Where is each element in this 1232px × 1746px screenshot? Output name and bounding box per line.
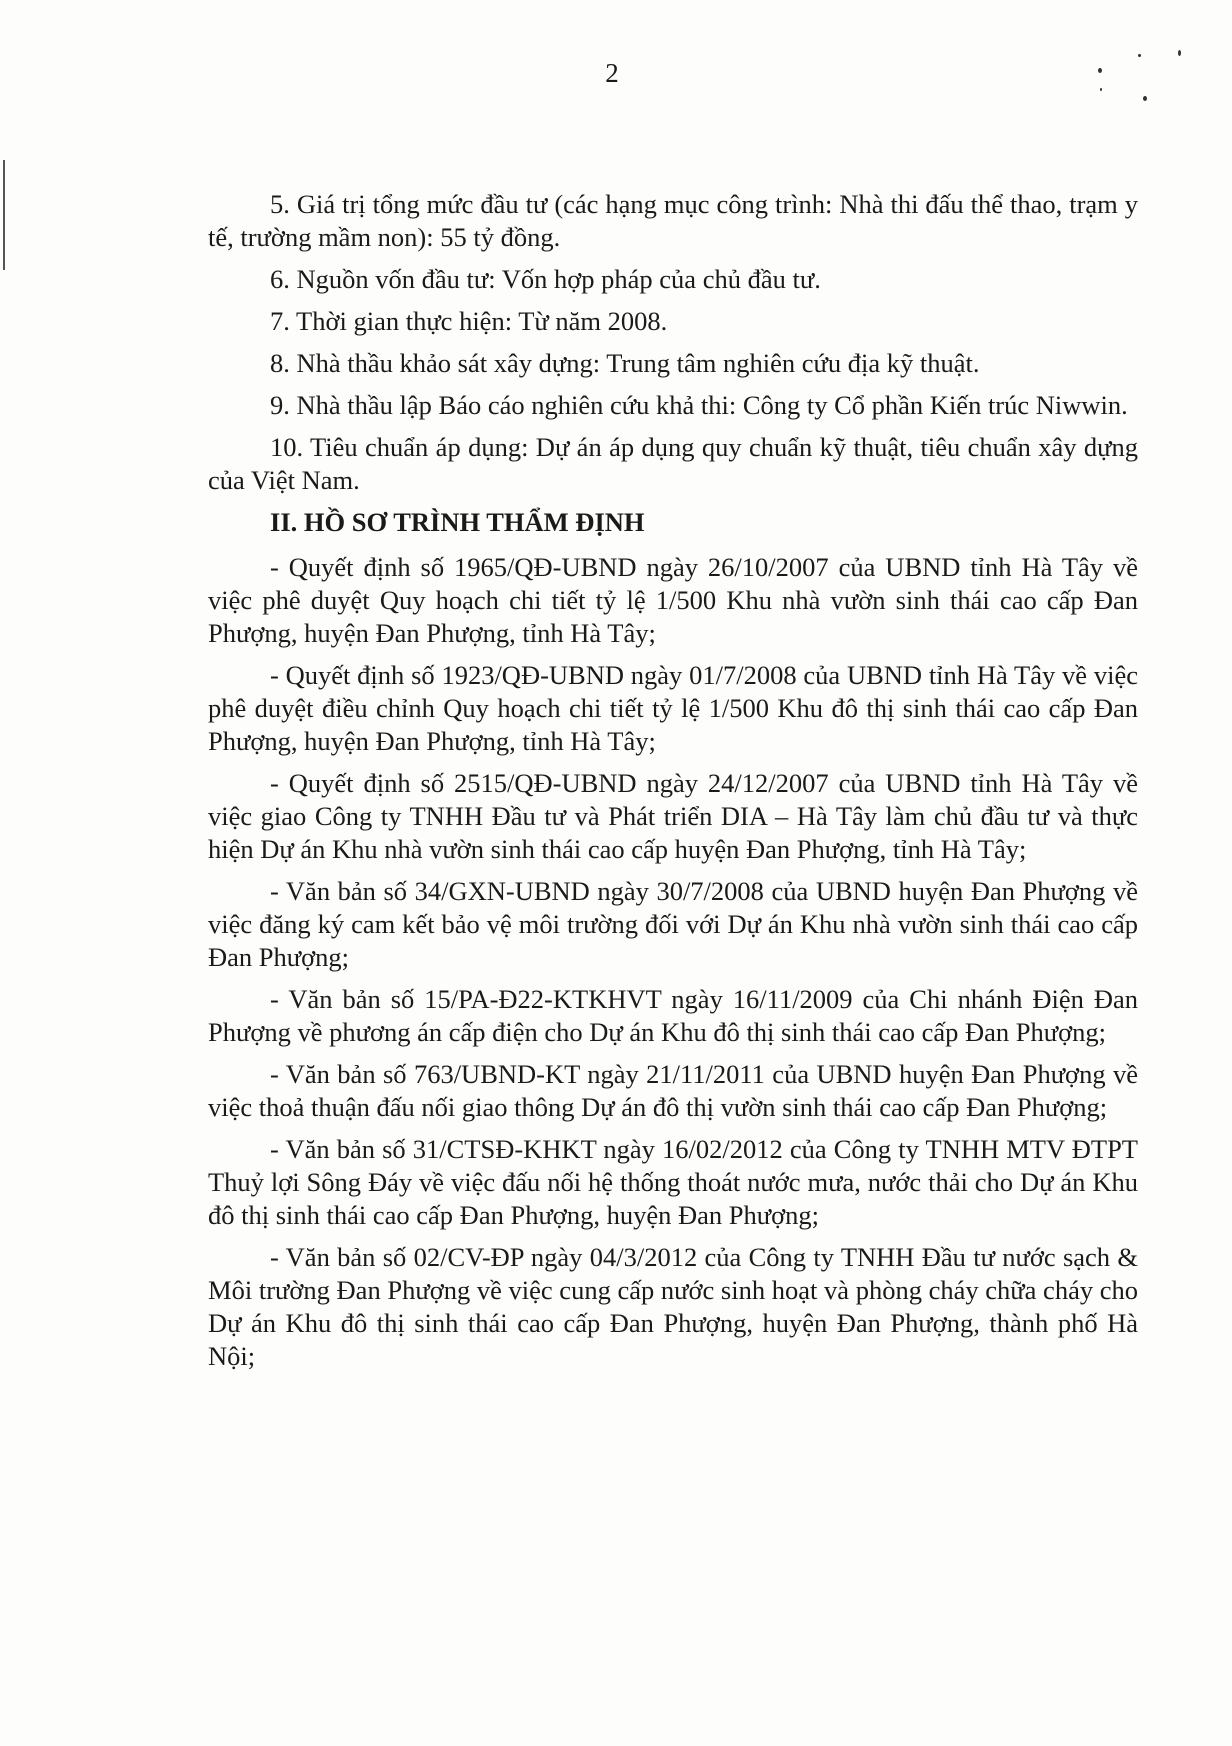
document-entry: - Quyết định số 2515/QĐ-UBND ngày 24/12/2007 của UBND tỉnh Hà Tây về việc giao Công ty TNHH Đầu tư và Phát triển DIA – Hà Tây làm chủ đầu tư và thực hiện Dự án Khu nhà vườn sinh thái cao cấp huyện Đan Phượng, tỉnh Hà Tây; xyxy=(208,768,1138,864)
document-body xyxy=(208,188,1138,1382)
item-7: 7. Thời gian thực hiện: Từ năm 2008. xyxy=(270,306,668,336)
item-9: 9. Nhà thầu lập Báo cáo nghiên cứu khả thi: Công ty Cổ phần Kiến trúc Niwwin. xyxy=(270,390,1128,420)
scan-speck xyxy=(1143,96,1147,101)
section-heading: II. HỒ SƠ TRÌNH THẨM ĐỊNH xyxy=(270,507,645,537)
item-8: 8. Nhà thầu khảo sát xây dựng: Trung tâm nghiên cứu địa kỹ thuật. xyxy=(270,348,980,378)
page-number: 2 xyxy=(605,58,619,88)
document-entry: - Quyết định số 1965/QĐ-UBND ngày 26/10/2007 của UBND tỉnh Hà Tây về việc phê duyệt Quy hoạch chi tiết tỷ lệ 1/500 Khu nhà vườn sinh thái cao cấp Đan Phượng, huyện Đan Phượng, tỉnh Hà Tây; xyxy=(208,552,1138,648)
document-entry: - Quyết định số 1923/QĐ-UBND ngày 01/7/2008 của UBND tỉnh Hà Tây về việc phê duyệt điều chỉnh Quy hoạch chi tiết tỷ lệ 1/500 Khu đô thị sinh thái cao cấp Đan Phượng, huyện Đan Phượng, tỉnh Hà Tây; xyxy=(208,660,1138,756)
document-entry: - Văn bản số 31/CTSĐ-KHKT ngày 16/02/2012 của Công ty TNHH MTV ĐTPT Thuỷ lợi Sông Đáy về việc đấu nối hệ thống thoát nước mưa, nước thải cho Dự án Khu đô thị sinh thái cao cấp Đan Phượng, huyện Đan Phượng; xyxy=(208,1134,1138,1230)
item-5: 5. Giá trị tổng mức đầu tư (các hạng mục công trình: Nhà thi đấu thể thao, trạm y tế, trường mầm non): 55 tỷ đồng. xyxy=(208,189,1138,252)
scan-margin-mark xyxy=(3,160,5,270)
scan-speck xyxy=(1178,50,1181,56)
document-entry: - Văn bản số 15/PA-Đ22-KTKHVT ngày 16/11/2009 của Chi nhánh Điện Đan Phượng về phương án cấp điện cho Dự án Khu đô thị sinh thái cao cấp Đan Phượng; xyxy=(208,984,1138,1047)
item-10: 10. Tiêu chuẩn áp dụng: Dự án áp dụng quy chuẩn kỹ thuật, tiêu chuẩn xây dựng của Việt Nam. xyxy=(208,432,1138,495)
document-entry: - Văn bản số 763/UBND-KT ngày 21/11/2011 của UBND huyện Đan Phượng về việc thoả thuận đấu nối giao thông Dự án đô thị vườn sinh thái cao cấp Đan Phượng; xyxy=(208,1059,1138,1122)
document-entry: - Văn bản số 02/CV-ĐP ngày 04/3/2012 của Công ty TNHH Đầu tư nước sạch & Môi trường Đan Phượng về việc cung cấp nước sinh hoạt và phòng cháy chữa cháy cho Dự án Khu đô thị sinh thái cao cấp Đan Phượng, huyện Đan Phượng, thành phố Hà Nội; xyxy=(208,1242,1138,1371)
item-6: 6. Nguồn vốn đầu tư: Vốn hợp pháp của chủ đầu tư. xyxy=(270,264,821,294)
scan-speck xyxy=(1138,54,1141,57)
document-entry: - Văn bản số 34/GXN-UBND ngày 30/7/2008 của UBND huyện Đan Phượng về việc đăng ký cam kết bảo vệ môi trường đối với Dự án Khu nhà vườn sinh thái cao cấp Đan Phượng; xyxy=(208,876,1138,972)
